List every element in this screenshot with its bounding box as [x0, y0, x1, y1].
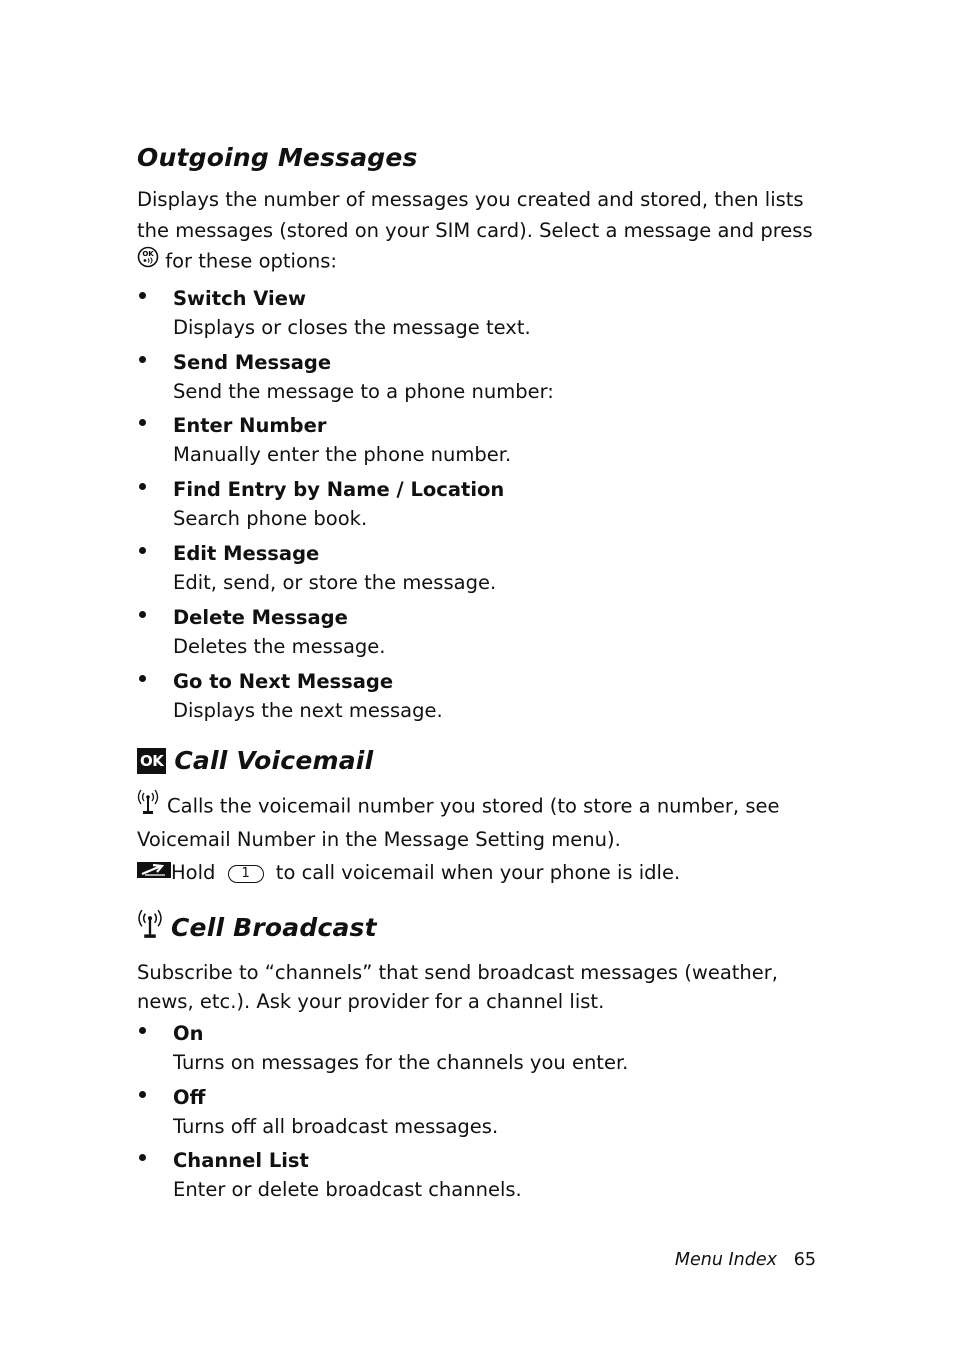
antenna-icon [137, 909, 163, 945]
list-item: Enter Number Manually enter the phone number. [137, 411, 511, 469]
bullet-icon [139, 611, 146, 618]
voicemail-description: Calls the voicemail number you stored (to store a number, see Voicemail Number in the Message Setting menu). [137, 789, 817, 855]
bullet-icon [139, 292, 146, 299]
section-outgoing-messages [137, 143, 817, 278]
bullet-icon [139, 1091, 146, 1098]
section-intro: Displays the number of messages you created and stored, then lists the messages (stored on your SIM card). Select a message and press OK for these options: [137, 185, 817, 278]
list-item: On Turns on messages for the channels you enter. [137, 1019, 628, 1077]
list-item: Edit Message Edit, send, or store the message. [137, 539, 496, 597]
list-item: Go to Next Message Displays the next message. [137, 667, 443, 725]
section-cell-broadcast [137, 909, 817, 1016]
section-call-voicemail [137, 746, 817, 889]
ok-badge-icon: OK [137, 748, 166, 774]
bullet-icon [139, 483, 146, 490]
bullet-icon [139, 547, 146, 554]
list-item: Off Turns off all broadcast messages. [137, 1083, 498, 1141]
tip-arrow-icon [137, 858, 171, 889]
page-number: 65 [793, 1250, 816, 1270]
section-title: OK Call Voicemail [137, 746, 817, 775]
section-intro: Subscribe to “channels” that send broadcast messages (weather, news, etc.). Ask your provider for a channel list. [137, 961, 779, 1013]
list-item: Send Message Send the message to a phone number: [137, 348, 554, 406]
bullet-icon [139, 419, 146, 426]
voicemail-tip: Hold 1 to call voicemail when your phone is idle. [137, 858, 817, 889]
list-item: Switch View Displays or closes the message text. [137, 284, 531, 342]
bullet-icon [139, 675, 146, 682]
page-footer [675, 1250, 816, 1270]
svg-text:OK: OK [142, 250, 154, 258]
ok-key-icon [137, 246, 159, 278]
list-item: Delete Message Deletes the message. [137, 603, 385, 661]
bullet-icon [139, 1154, 146, 1161]
bullet-icon [139, 356, 146, 363]
bullet-icon [139, 1027, 146, 1034]
antenna-icon [137, 789, 159, 825]
key-1-icon: 1 [228, 865, 264, 883]
footer-section: Menu Index [674, 1250, 778, 1270]
list-item: Channel List Enter or delete broadcast channels. [137, 1146, 522, 1204]
section-title: Cell Broadcast [137, 909, 817, 945]
section-title: Outgoing Messages [137, 143, 418, 172]
list-item: Find Entry by Name / Location Search phone book. [137, 475, 504, 533]
